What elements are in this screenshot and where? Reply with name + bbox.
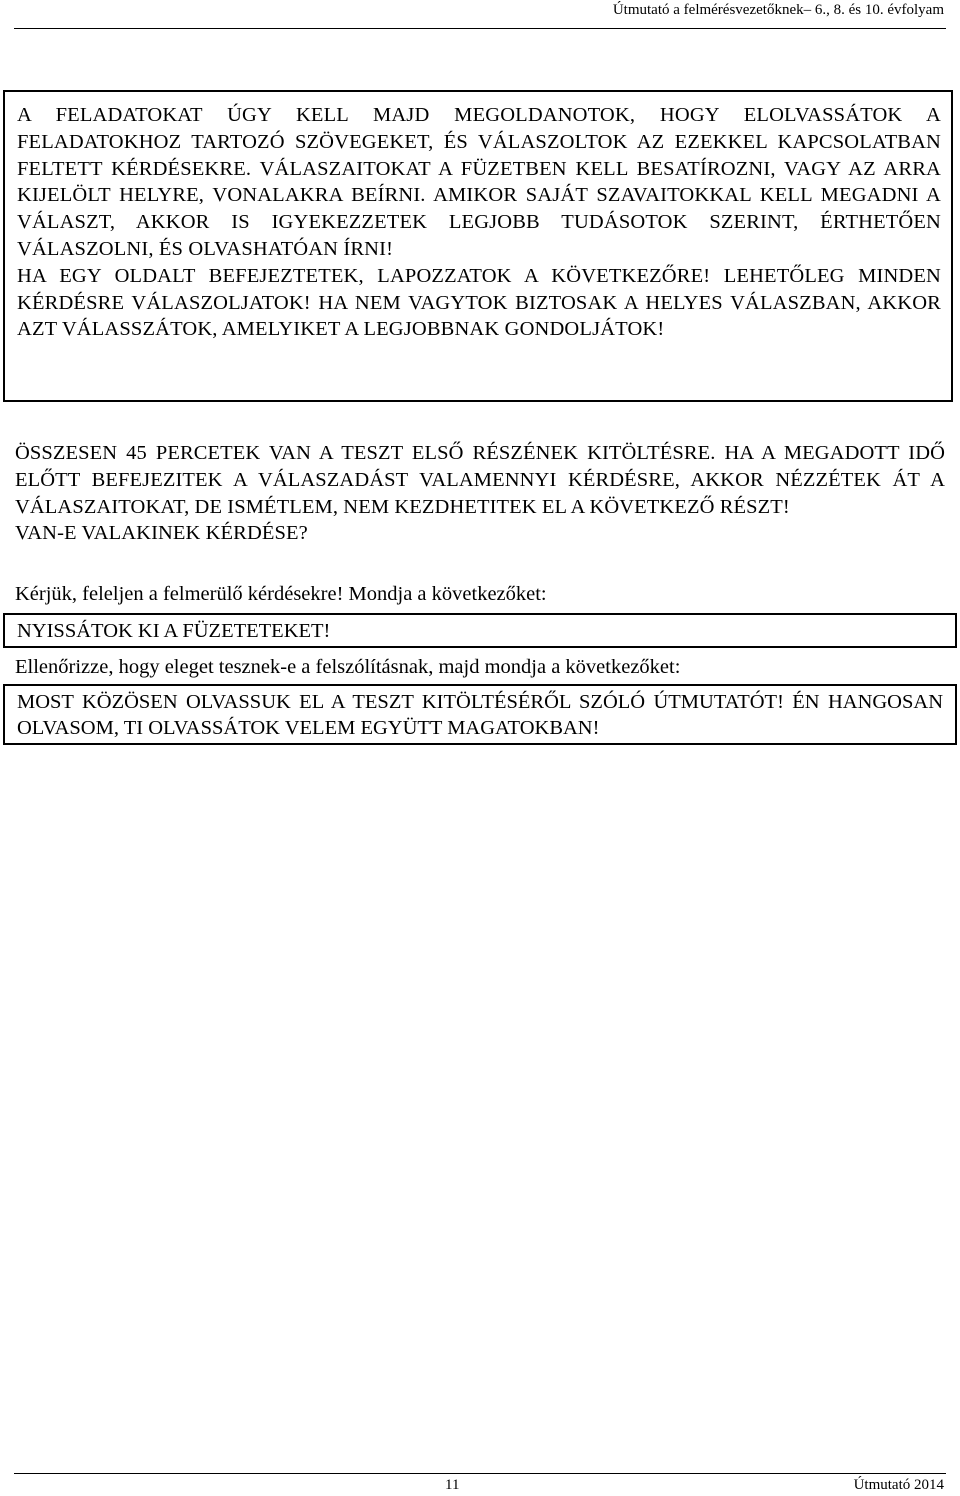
instruction-answer-questions: Kérjük, feleljen a felmerülő kérdésekre! Mondja a következőket: [15,583,547,605]
time-paragraph: ÖSSZESEN 45 PERCETEK VAN A TESZT ELSŐ RÉSZÉNEK KITÖLTÉSRE. HA A MEGADOTT IDŐ ELŐTT BEFEJEZITEK A VÁLASZADÁST VALAMENNYI KÉRDÉSRE, AKKOR NÉZZÉTEK ÁT A VÁLASZAITOKAT, DE ISMÉTLEM, NEM KEZDHETITEK EL A KÖVETKEZŐ RÉSZT! [15,442,945,518]
instruction-box-intro [3,90,953,402]
header-divider [14,28,946,29]
instruction-check-compliance: Ellenőrizze, hogy eleget tesznek-e a felszólításnak, majd mondja a következőket: [15,656,681,678]
question-prompt: VAN-E VALAKINEK KÉRDÉSE? [15,522,308,545]
footer-divider [14,1473,946,1474]
footer-title: Útmutató 2014 [853,1477,944,1493]
intro-paragraph-2: HA EGY OLDALT BEFEJEZTETEK, LAPOZZATOK A KÖVETKEZŐRE! LEHETŐLEG MINDEN KÉRDÉSRE VÁLASZOLJATOK! HA NEM VAGYTOK BIZTOSAK A HELYES VÁLASZBAN, AKKOR AZT VÁLASSZÁTOK, AMELYIKET A LEGJOBBNAK GONDOLJÁTOK! [17,264,941,341]
page-number: 11 [445,1477,460,1493]
intro-paragraph-1: A FELADATOKAT ÚGY KELL MAJD MEGOLDANOTOK, HOGY ELOLVASSÁTOK A FELADATOKHOZ TARTOZÓ SZÖVEGEKET, ÉS VÁLASZOLTOK AZ EZEKKEL KAPCSOLATBAN FELTETT KÉRDÉSEKRE. VÁLASZAITOKAT A FÜZETBEN KELL BESATÍROZNI, VAGY AZ ARRA KIJELÖLT HELYRE, VONALAKRA BEÍRNI. AMIKOR SAJÁT SZAVAITOKKAL KELL MEGADNI A VÁLASZT, AKKOR IS IGYEKEZZETEK LEGJOBB TUDÁSOTOK SZERINT, ÉRTHETŐEN VÁLASZOLNI, ÉS OLVASHATÓAN ÍRNI! [17,104,941,260]
read-guide-box: MOST KÖZÖSEN OLVASSUK EL A TESZT KITÖLTÉSÉRŐL SZÓLÓ ÚTMUTATÓT! ÉN HANGOSAN OLVASOM, TI OLVASSÁTOK VELEM EGYÜTT MAGATOKBAN! [3,684,957,745]
open-booklet-box: NYISSÁTOK KI A FÜZETETEKET! [3,613,957,648]
time-section [15,440,945,547]
running-header: Útmutató a felmérésvezetőknek– 6., 8. és 10. évfolyam [612,2,944,18]
